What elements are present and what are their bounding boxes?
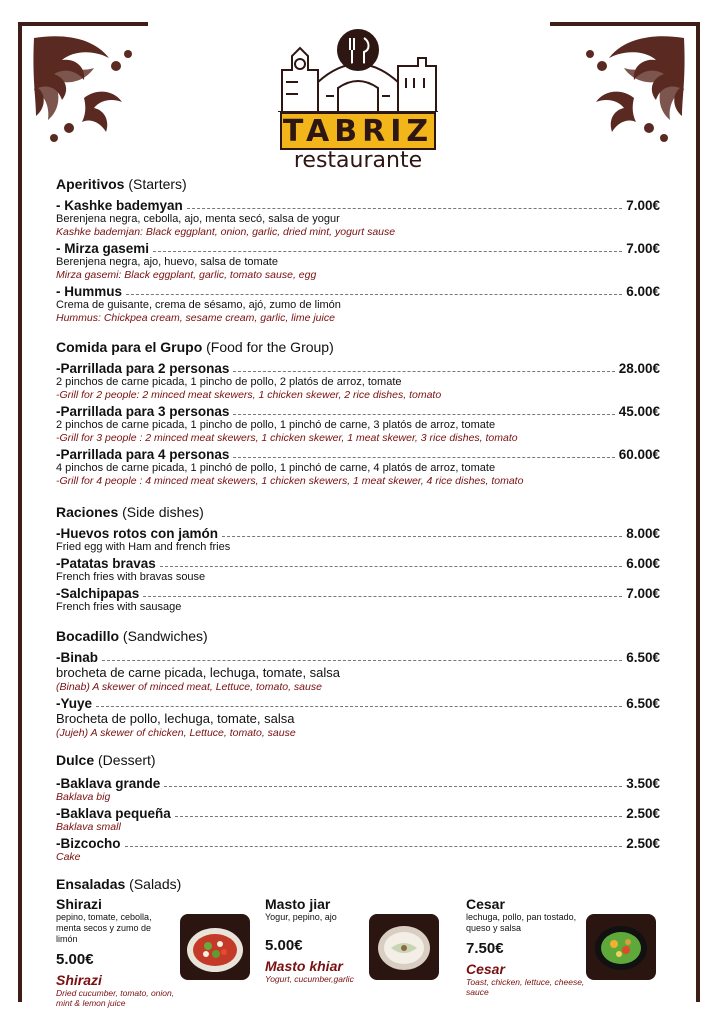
section-title-text: Comida para el Grupo bbox=[56, 339, 203, 355]
frame-top-left-line bbox=[18, 22, 148, 26]
dotted-leader bbox=[102, 660, 622, 661]
logo-banner bbox=[280, 112, 436, 150]
section-title-translation: (Salads) bbox=[129, 876, 182, 892]
dotted-leader bbox=[233, 457, 614, 458]
menu-item bbox=[56, 694, 660, 740]
item-translation: Mirza gasemi: Black eggplant, garlic, tomato sause, egg bbox=[56, 269, 317, 281]
salad-name: Cesar bbox=[466, 896, 505, 912]
menu-item bbox=[56, 648, 660, 694]
section-title-translation: (Starters) bbox=[128, 176, 187, 192]
item-description: French fries with sausage bbox=[56, 601, 182, 613]
salad-name-translation: Masto khiar bbox=[265, 958, 343, 974]
item-description: 4 pinchos de carne picada, 1 pinchó de pollo, 1 pinchó de carne, 4 platós de arroz, tomate bbox=[56, 462, 496, 474]
item-price: 8.00€ bbox=[626, 526, 660, 541]
menu-item bbox=[56, 524, 660, 554]
item-name: - Mirza gasemi bbox=[56, 241, 150, 256]
salads-row bbox=[56, 896, 666, 1006]
item-price: 28.00€ bbox=[618, 361, 660, 376]
salad-card bbox=[466, 896, 656, 1006]
item-name: - Hummus bbox=[56, 284, 123, 299]
menu-item bbox=[56, 584, 660, 614]
item-translation: -Grill for 4 people : 4 minced meat skewers, 1 chicken skewers, 1 meat skewer, 4 rice dishes, tomato bbox=[56, 475, 524, 487]
menu-item bbox=[56, 554, 660, 584]
section-title-text: Raciones bbox=[56, 504, 119, 520]
dotted-leader bbox=[233, 414, 614, 415]
salad-photo bbox=[369, 914, 439, 980]
item-name: -Parrillada para 4 personas bbox=[56, 447, 230, 462]
salad-photo bbox=[586, 914, 656, 980]
section-title-starters bbox=[56, 176, 660, 194]
menu-item bbox=[56, 239, 660, 282]
section-title-sandwiches bbox=[56, 628, 660, 646]
menu-item bbox=[56, 834, 660, 864]
section-title-translation: (Food for the Group) bbox=[206, 339, 334, 355]
dotted-leader bbox=[96, 706, 622, 707]
item-name: -Parrillada para 3 personas bbox=[56, 404, 230, 419]
item-translation: -Grill for 2 people: 2 minced meat skewers, 1 chicken skewer, 2 rice dishes, tomato bbox=[56, 389, 442, 401]
item-translation: Baklava small bbox=[56, 821, 121, 833]
dotted-leader bbox=[233, 371, 614, 372]
section-title-group bbox=[56, 339, 660, 357]
salad-name-translation: Cesar bbox=[466, 961, 505, 977]
restaurant-name: TABRIZ bbox=[282, 113, 434, 149]
item-price: 6.50€ bbox=[626, 650, 660, 665]
salad-description: pepino, tomate, cebolla, menta secos y zumo de limón bbox=[56, 912, 152, 944]
salad-card bbox=[56, 896, 246, 1006]
item-translation: (Binab) A skewer of minced meat, Lettuce, tomato, sause bbox=[56, 681, 322, 693]
dotted-leader bbox=[160, 566, 622, 567]
item-name: -Salchipapas bbox=[56, 586, 140, 601]
section-title-text: Aperitivos bbox=[56, 176, 125, 192]
frame-left-line bbox=[18, 22, 22, 1002]
item-price: 60.00€ bbox=[618, 447, 660, 462]
item-name: -Bizcocho bbox=[56, 836, 121, 851]
salad-name: Masto jiar bbox=[265, 896, 331, 912]
item-name: -Baklava grande bbox=[56, 776, 161, 791]
floral-ornament-icon bbox=[554, 28, 694, 148]
dotted-leader bbox=[187, 208, 622, 209]
item-price: 6.50€ bbox=[626, 696, 660, 711]
restaurant-logo bbox=[278, 26, 438, 172]
item-description: 2 pinchos de carne picada, 1 pincho de pollo, 1 pinchó de carne, 3 platós de arroz, tomate bbox=[56, 419, 496, 431]
item-translation: Cake bbox=[56, 851, 81, 863]
item-name: -Huevos rotos con jamón bbox=[56, 526, 219, 541]
item-description: Berenjena negra, cebolla, ajo, menta secó, salsa de yogur bbox=[56, 213, 340, 225]
dotted-leader bbox=[164, 786, 622, 787]
salad-description: lechuga, pollo, pan tostado, queso y salsa bbox=[466, 912, 577, 933]
section-title-translation: (Side dishes) bbox=[122, 504, 204, 520]
dotted-leader bbox=[126, 294, 622, 295]
section-title-translation: (Dessert) bbox=[98, 752, 156, 768]
section-title-sides bbox=[56, 504, 660, 522]
salad-description: Yogur, pepino, ajo bbox=[265, 912, 337, 922]
item-translation: -Grill for 3 people : 2 minced meat skewers, 1 chicken skewer, 1 meat skewer, 3 rice dishes, tomato bbox=[56, 432, 518, 444]
item-translation: Kashke bademjan: Black eggplant, onion, garlic, dried mint, yogurt sause bbox=[56, 226, 396, 238]
item-price: 2.50€ bbox=[626, 806, 660, 821]
item-price: 7.00€ bbox=[626, 198, 660, 213]
salad-name: Shirazi bbox=[56, 896, 102, 912]
item-price: 2.50€ bbox=[626, 836, 660, 851]
item-description: 2 pinchos de carne picada, 1 pincho de pollo, 2 platós de arroz, tomate bbox=[56, 376, 402, 388]
menu-item bbox=[56, 196, 660, 239]
dotted-leader bbox=[153, 251, 622, 252]
item-description: Crema de guisante, crema de sésamo, ajó, zumo de limón bbox=[56, 299, 341, 311]
item-name: -Binab bbox=[56, 650, 98, 665]
menu-item bbox=[56, 804, 660, 834]
salad-translation: Dried cucumber, tomato, onion, mint & lemon juice bbox=[56, 988, 175, 1008]
item-price: 3.50€ bbox=[626, 776, 660, 791]
salad-price: 5.00€ bbox=[56, 951, 94, 968]
menu-item bbox=[56, 282, 660, 325]
menu-content bbox=[56, 176, 660, 896]
section-title-text: Bocadillo bbox=[56, 628, 120, 644]
section-title-translation: (Sandwiches) bbox=[122, 628, 208, 644]
item-name: -Patatas bravas bbox=[56, 556, 156, 571]
salad-price: 5.00€ bbox=[265, 937, 303, 954]
item-price: 7.00€ bbox=[626, 586, 660, 601]
menu-item bbox=[56, 445, 660, 488]
item-translation: Hummus: Chickpea cream, sesame cream, garlic, lime juice bbox=[56, 312, 335, 324]
salad-photo bbox=[180, 914, 250, 980]
item-description: Berenjena negra, ajo, huevo, salsa de tomate bbox=[56, 256, 278, 268]
item-price: 6.00€ bbox=[626, 284, 660, 299]
item-price: 7.00€ bbox=[626, 241, 660, 256]
section-title-dessert bbox=[56, 752, 660, 770]
salad-translation: Toast, chicken, lettuce, cheese, sauce bbox=[466, 977, 585, 997]
item-price: 6.00€ bbox=[626, 556, 660, 571]
section-title-text: Ensaladas bbox=[56, 876, 126, 892]
item-description: Fried egg with Ham and french fries bbox=[56, 541, 231, 553]
item-price: 45.00€ bbox=[618, 404, 660, 419]
dotted-leader bbox=[222, 536, 622, 537]
item-description: French fries with bravas souse bbox=[56, 571, 206, 583]
section-title-salads bbox=[56, 876, 660, 894]
menu-item bbox=[56, 774, 660, 804]
item-name: -Parrillada para 2 personas bbox=[56, 361, 230, 376]
restaurant-subtitle: restaurante bbox=[293, 148, 423, 173]
menu-item bbox=[56, 359, 660, 402]
dotted-leader bbox=[143, 596, 622, 597]
city-skyline-icon bbox=[278, 26, 438, 112]
frame-top-right-line bbox=[550, 22, 700, 26]
item-description: brocheta de carne picada, lechuga, tomate, salsa bbox=[56, 665, 341, 680]
item-name: -Yuye bbox=[56, 696, 93, 711]
salad-translation: Yogurt, cucumber,garlic bbox=[265, 974, 354, 984]
item-name: - Kashke bademyan bbox=[56, 198, 183, 213]
item-translation: (Jujeh) A skewer of chicken, Lettuce, tomato, sause bbox=[56, 727, 296, 739]
dotted-leader bbox=[175, 816, 622, 817]
salad-card bbox=[265, 896, 455, 1006]
section-title-text: Dulce bbox=[56, 752, 95, 768]
item-name: -Baklava pequeña bbox=[56, 806, 171, 821]
floral-ornament-icon bbox=[24, 28, 164, 148]
item-translation: Baklava big bbox=[56, 791, 111, 803]
salad-name-translation: Shirazi bbox=[56, 972, 102, 988]
dotted-leader bbox=[125, 846, 623, 847]
item-description: Brocheta de pollo, lechuga, tomate, salsa bbox=[56, 711, 295, 726]
salad-price: 7.50€ bbox=[466, 940, 504, 957]
menu-item bbox=[56, 402, 660, 445]
frame-right-line bbox=[696, 22, 700, 1002]
